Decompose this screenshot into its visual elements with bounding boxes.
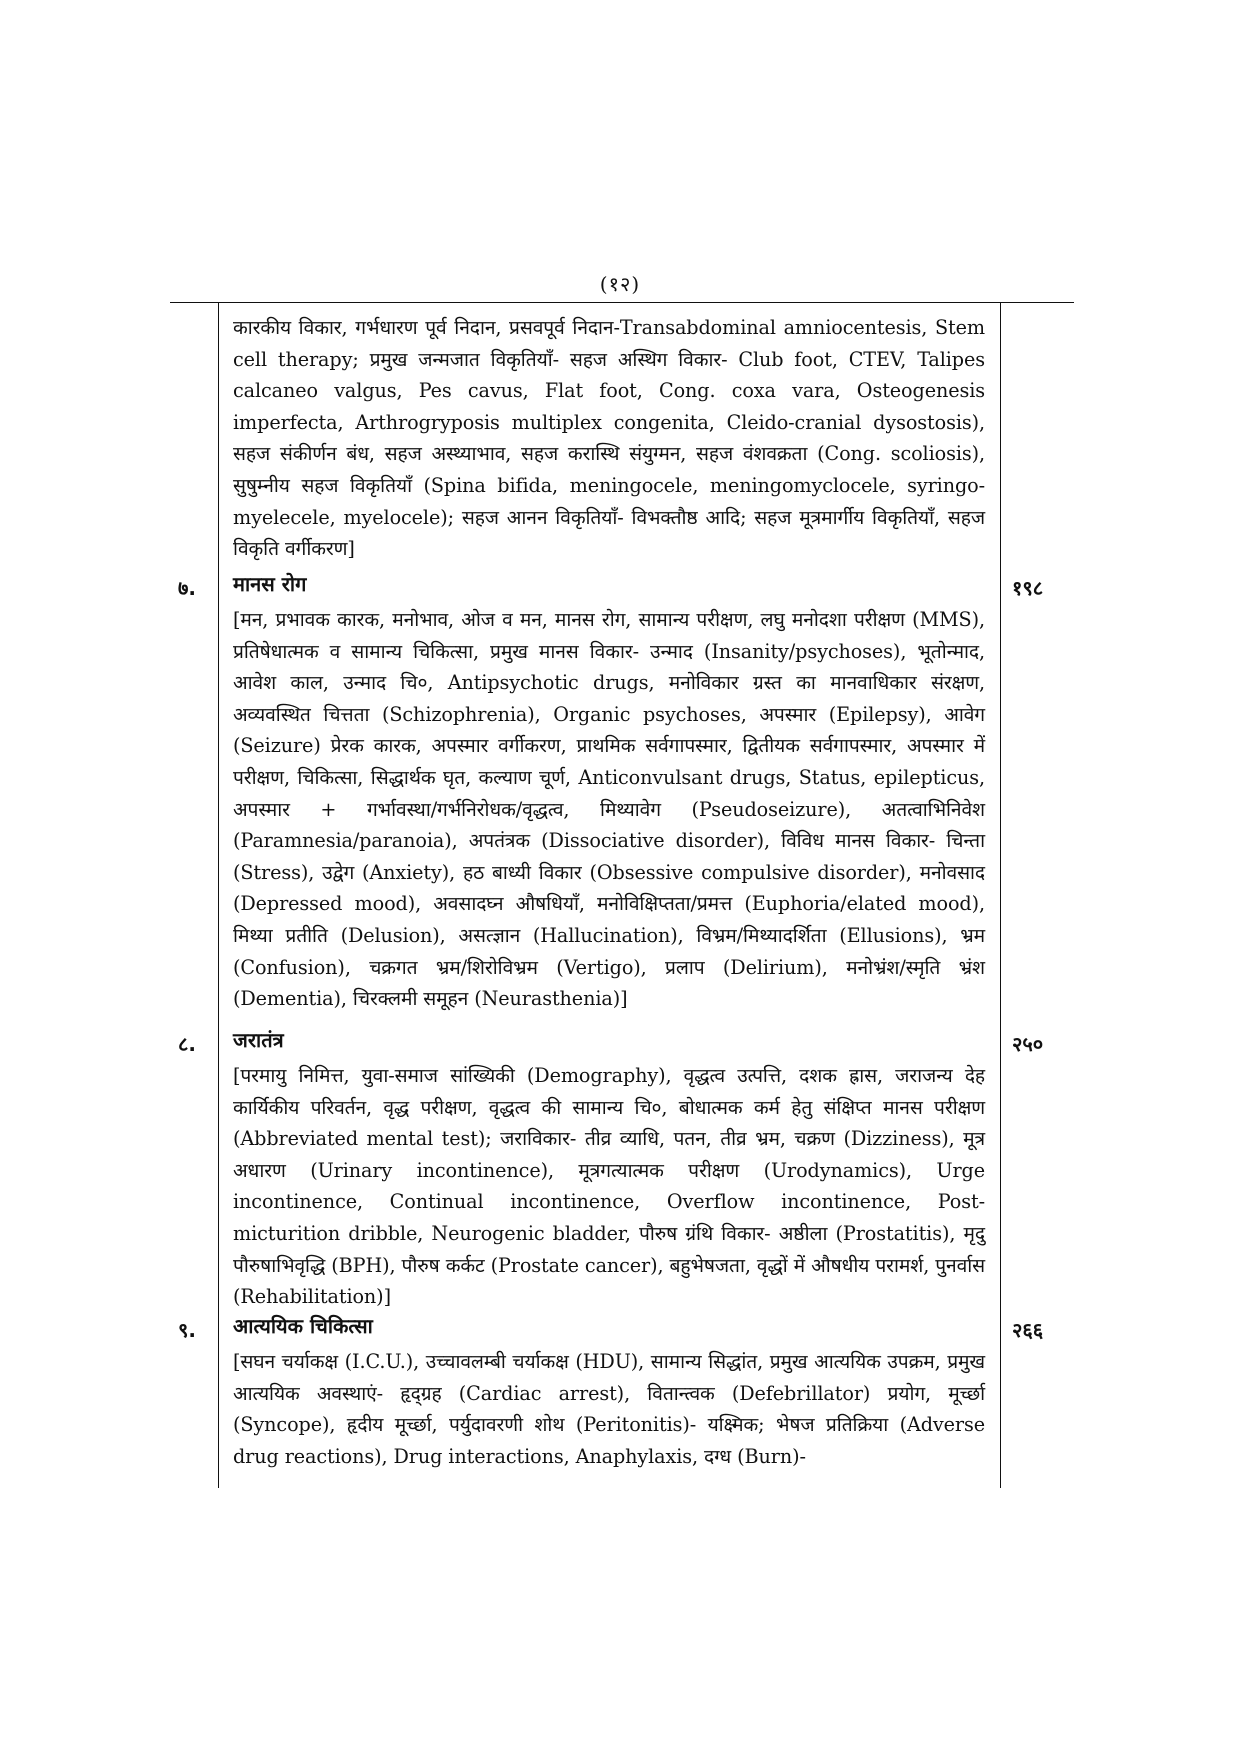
section-pages: १९८ [1012, 576, 1044, 600]
left-column-divider [218, 302, 219, 1488]
continuation-paragraph: कारकीय विकार, गर्भधारण पूर्व निदान, प्रसवपूर्व निदान-Transabdominal amniocentesis, Stem cell therapy; प्रमुख जन्मजात विकृतियाँ- सहज अस्थिग विकार- Club foot, CTEV, Talipes calcaneo valgus, Pes cavus, Flat foot, Cong. coxa vara, Osteogenesis imperfecta, Arthrogryposis multiplex congenita, Cleido-cranial dysostosis), सहज संकीर्णन बंध, सहज अस्थ्याभाव, सहज करास्थि संयुग्मन, सहज वंशवक्रता (Cong. scoliosis), सुषुम्नीय सहज विकृतियाँ (Spina bifida, meningocele, meningomyclocele, syringo-myelecele, myelocele); सहज आनन विकृतियाँ- विभक्तौष्ठ आदि; सहज मूत्रमार्गीय विकृतियाँ, सहज विकृति वर्गीकरण] [233, 316, 985, 561]
section-body: [सघन चर्याकक्ष (I.C.U.), उच्चावलम्बी चर्याकक्ष (HDU), सामान्य सिद्धांत, प्रमुख आत्ययिक उपक्रम, प्रमुख आत्ययिक अवस्थाएं- हृद्ग्रह (Cardiac arrest), वितान्त्वक (Defebrillator) प्रयोग, मूर्च्छा (Syncope), हृदीय मूर्च्छा, पर्युदावरणी शोथ (Peritonitis)- यक्ष्मिक; भेषज प्रतिक्रिया (Adverse drug reactions), Drug interactions, Anaphylaxis, दग्ध (Burn)- [233, 1350, 985, 1468]
page-number: (१२) [599, 272, 641, 296]
section-pages: २६६ [1012, 1318, 1044, 1342]
section-number: ७. [178, 576, 196, 600]
section-title: जरातंत्र [233, 1028, 284, 1052]
section-body: [परमायु निमित्त, युवा-समाज सांख्यिकी (Demography), वृद्धत्व उत्पत्ति, दशक ह्रास, जराजन्य देह कार्यिकीय परिवर्तन, वृद्ध परीक्षण, वृद्धत्व की सामान्य चि०, बोधात्मक कर्म हेतु संक्षिप्त मानस परीक्षण (Abbreviated mental test); जराविकार- तीव्र व्याधि, पतन, तीव्र भ्रम, चक्रण (Dizziness), मूत्र अधारण (Urinary incontinence), मूत्रगत्यात्मक परीक्षण (Urodynamics), Urge incontinence, Continual incontinence, Overflow incontinence, Post-micturition dribble, Neurogenic bladder, पौरुष ग्रंथि विकार- अष्ठीला (Prostatitis), मृदु पौरुषाभिवृद्धि (BPH), पौरुष कर्कट (Prostate cancer), बहुभेषजता, वृद्धों में औषधीय परामर्श, पुनर्वास (Rehabilitation)] [233, 1064, 985, 1309]
section-number: ८. [178, 1032, 196, 1056]
section-title: मानस रोग [233, 572, 307, 596]
section-body: [मन, प्रभावक कारक, मनोभाव, ओज व मन, मानस रोग, सामान्य परीक्षण, लघु मनोदशा परीक्षण (MMS), प्रतिषेधात्मक व सामान्य चिकित्सा, प्रमुख मानस विकार- उन्माद (Insanity/psychoses), भूतोन्माद, आवेश काल, उन्माद चि०, Antipsychotic drugs, मनोविकार ग्रस्त का मानवाधिकार संरक्षण, अव्यवस्थित चित्तता (Schizophrenia), Organic psychoses, अपस्मार (Epilepsy), आवेग (Seizure) प्रेरक कारक, अपस्मार वर्गीकरण, प्राथमिक सर्वगापस्मार, द्वितीयक सर्वगापस्मार, अपस्मार में परीक्षण, चिकित्सा, सिद्धार्थक घृत, कल्याण चूर्ण, Anticonvulsant drugs, Status, epilepticus, अपस्मार + गर्भावस्था/गर्भनिरोधक/वृद्धत्व, मिथ्यावेग (Pseudoseizure), अतत्वाभिनिवेश (Paramnesia/paranoia), अपतंत्रक (Dissociative disorder), विविध मानस विकार- चिन्ता (Stress), उद्वेग (Anxiety), हठ बाध्यी विकार (Obsessive compulsive disorder), मनोवसाद (Depressed mood), अवसादघ्न औषधियाँ, मनोविक्षिप्तता/प्रमत्त (Euphoria/elated mood), मिथ्या प्रतीति (Delusion), असत्ज्ञान (Hallucination), विभ्रम/मिथ्यादर्शिता (Ellusions), भ्रम (Confusion), चक्रगत भ्रम/शिरोविभ्रम (Vertigo), प्रलाप (Delirium), मनोभ्रंश/स्मृति भ्रंश (Dementia), चिरक्लमी समूहन (Neurasthenia)] [233, 608, 985, 1011]
section-number: ९. [178, 1318, 196, 1342]
section-pages: २५० [1012, 1032, 1044, 1056]
section-title: आत्ययिक चिकित्सा [233, 1314, 373, 1338]
table-top-rule [170, 302, 1074, 303]
right-column-divider [1000, 302, 1001, 1488]
